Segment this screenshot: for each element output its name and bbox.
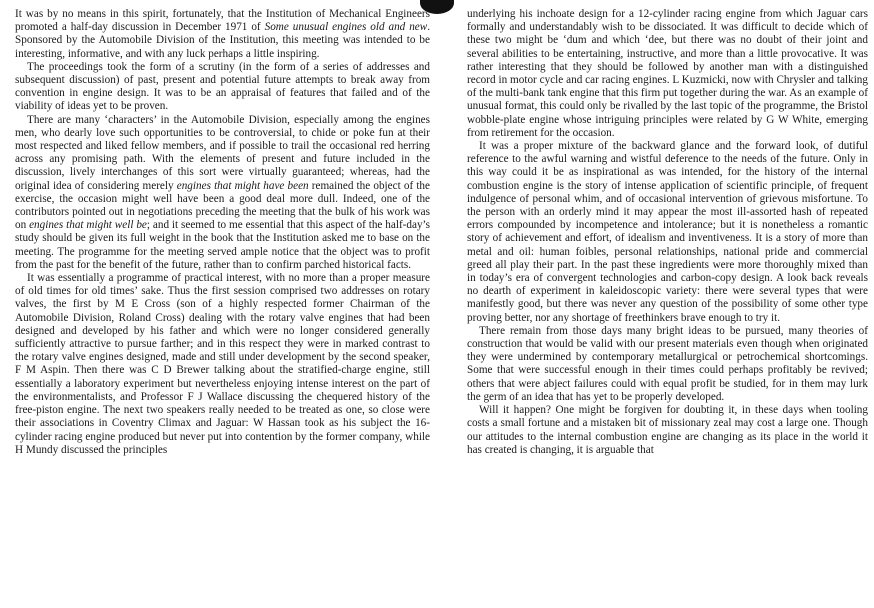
paragraph: Will it happen? One might be forgiven for doubting it, in these days when tooling costs a small fortune and a mistaken bit of missionary zeal may cost a large one. Though our attitudes to the internal combustion engine are changing as its place in the world it has created is changing, it is arguable that — [467, 404, 868, 456]
paragraph: underlying his inchoate design for a 12-cylinder racing engine from which Jaguar cars formally and understandably wish to be dissociated. It was difficult to decide which of these two might be ‘dum and which ‘dee, but there was no doubt of their joint and several abilities to be entertaining, instructive, and more than a little provocative. It was rather interesting that they should be followed by another man with a distinguished record in motor cycle and car racing engines. L Kuzmicki, now with Chrysler and talking of the multi-bank tank engine that this firm put together during the war. As an example of unusual format, this could only be rivalled by the last topic of the programme, the Bristol wobble-plate engine whose intriguing principles were related by G W White, emerging from retirement for the occasion. — [467, 8, 868, 139]
paragraph: There remain from those days many bright ideas to be pursued, many theories of construction that would be valid with our present materials even though when originated they were undermined by contemporary metallurgical or petrochemical shortcomings. Some that were successful enough in their times could perhaps profitably be revived; others that were abject failures could with equal profit be studied, for in them may lurk the germ of an idea that has yet to be properly developed. — [467, 324, 868, 403]
paragraph-text: . Sponsored by the Automobile Division of the Institution, this meeting was intended to be interesting, informative, and with any luck perhaps a little inspiring. — [15, 21, 430, 60]
paragraph: It was a proper mixture of the backward glance and the forward look, of dutiful reference to the awful warning and wistful deference to the needs of the future. Only in this way could it be as inspirational as was intended, for the history of the internal combustion engine is the story of intense application of scientific principle, of frequent indulgence of personal whim, and of occasional intervention of grievous misfortune. To the person with an orderly mind it may appear the most ill-assorted hash of repeated errors compounded by incompetence and intolerance; but it is nonetheless a romantic story of achievement and effort, of idealism and inventiveness. It is a story of more than metal and oil: human foibles, personal relationships, national pride and commercial greed all play their part. In the past these ingredients were more thoroughly mixed than in today’s era of convergent technologies and carbon-copy design. A look back reveals no dearth of experiment in kaleidoscopic variety: there were several types that were manifestly good, but there was never any question of the possibility of some other type proving better, nor any shortage of freethinkers brave enough to try it. — [467, 140, 868, 324]
paragraph-text: remained the object of the exercise, the occasion might well have been a good deal more dull. Indeed, one of the contributors pointed out in negotiations preceding the meeting that the bulk of his work was on — [15, 179, 430, 232]
italic-title: Some unusual engines old and new — [264, 21, 428, 34]
paragraph: The proceedings took the form of a scrutiny (in the form of a series of addresses and subsequent discussion) of past, present and potential future attempts to break away from convention in engine design. It was to be an appraisal of features that failed and of the viability of ideas yet to be proven. — [15, 60, 430, 113]
paragraph-text: There are many ‘characters’ in the Automobile Division, especially among the engines men, who dearly love such opportunities to be controversial, to chide or poke fun at their most respected and liked fellow members, and if possible to trail the occasional red herring across any promising path. With the elements of present and future included in the discussion, lively interchanges of this sort were virtually guaranteed; whereas, had the original idea of considering merely — [15, 113, 430, 192]
right-text-column — [467, 8, 868, 604]
paragraph: It was essentially a programme of practical interest, with no more than a proper measure of old times for old times’ sake. Thus the first session comprised two addresses on rotary valves, the first by M E Cross (son of a highly respected former Chairman of the Automobile Division, Roland Cross) dealing with the rotary valve engines that had been designed and developed by his father and which were no longer considered generally sufficiently attractive to pursue farther; and in this respect they were in marked contrast to the rotary valve engines designed, made and still under development by the second speaker, F M Aspin. Then there was C D Brewer talking about the stratified-charge engine, still essentially a laboratory experiment but nevertheless enjoying intense interest on the part of the environmentalists, and Professor F J Wallace discussing the chequered history of the free-piston engine. The next two speakers really needed to be treated as one, so close were their associations in Coventry Climax and Jaguar: W Hassan took as his subject the 16-cylinder racing engine produced but never put into contention by the former company, while H Mundy discussed the principles — [15, 272, 430, 456]
paragraph — [15, 114, 430, 272]
paragraph-text: ; and it seemed to me essential that this aspect of the half-day’s study should be given its full weight in the book that the Institution asked me to base on the meeting. The programme for the meeting served ample notice that the object was to profit from the past for the benefit of the future, rather than to confirm parched historical facts. — [15, 219, 430, 271]
paragraph-text: It was by no means in this spirit, fortunately, that the Institution of Mechanical Engineers promoted a half-day discussion in December 1971 of — [15, 8, 430, 34]
left-text-column — [15, 8, 430, 604]
paragraph — [15, 8, 430, 61]
italic-phrase: engines that might well be — [29, 219, 147, 232]
italic-phrase: engines that might have been — [176, 179, 309, 192]
